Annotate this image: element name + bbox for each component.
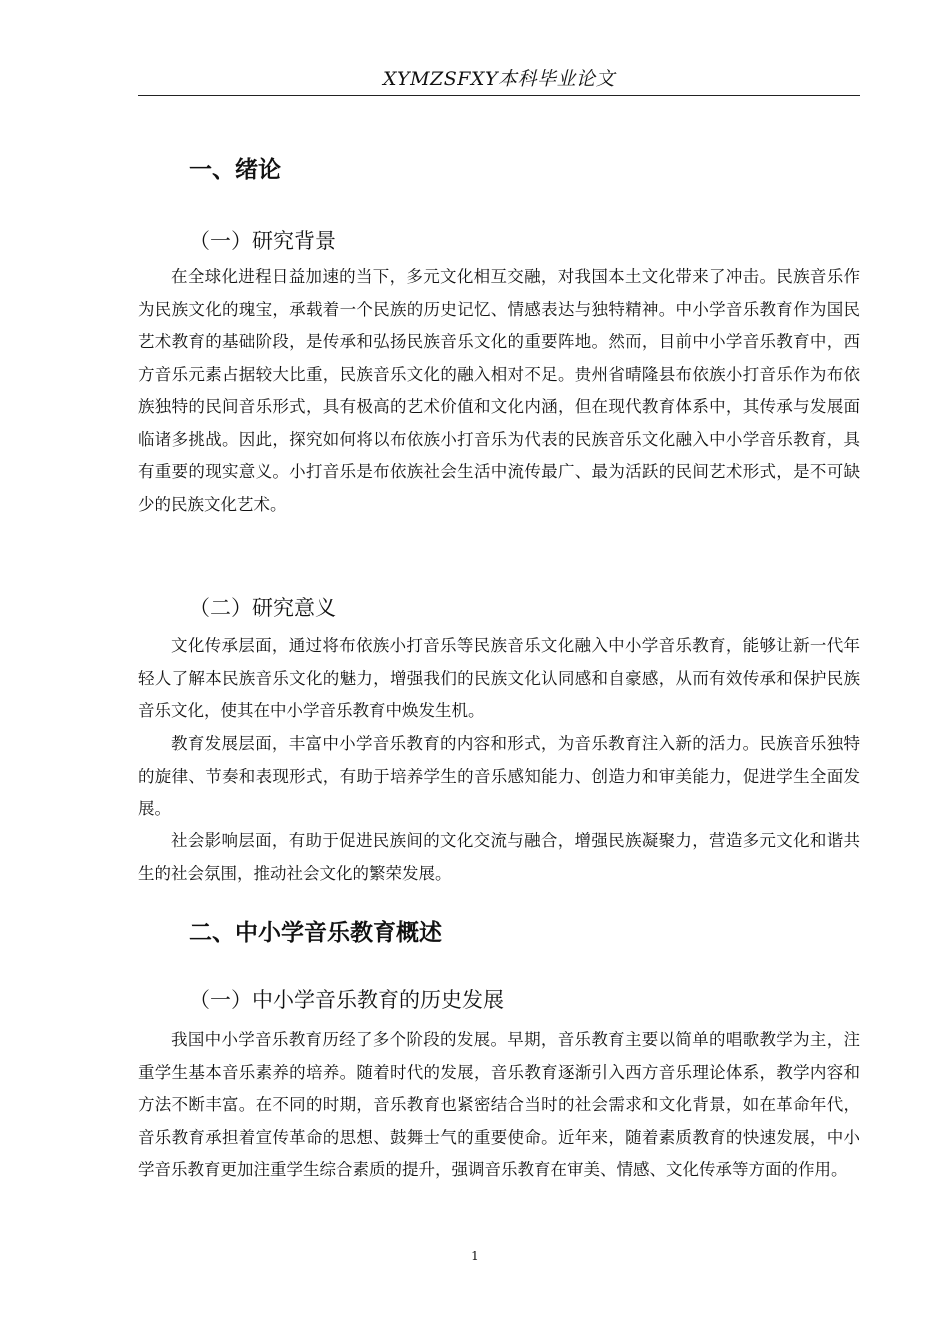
paragraph-social-impact: 社会影响层面，有助于促进民族间的文化交流与融合，增强民族凝聚力，营造多元文化和谐共生的社会氛围，推动社会文化的繁荣发展。 [138,831,860,883]
page-number: 1 [471,1249,479,1263]
paragraph-history: 我国中小学音乐教育历经了多个阶段的发展。早期，音乐教育主要以简单的唱歌教学为主，注重学生基本音乐素养的培养。随着时代的发展，音乐教育逐渐引入西方音乐理论体系，教学内容和方法不断丰富。在不同的时期，音乐教育也紧密结合当时的社会需求和文化背景，如在革命年代，音乐教育承担着宣传革命的思想、鼓舞士气的重要使命。近年来，随着素质教育的快速发展，中小学音乐教育更加注重学生综合素质的提升，强调音乐教育在审美、情感、文化传承等方面的作用。 [138,1030,860,1179]
subsection-heading-significance: （二）研究意义 [189,596,336,620]
paragraph-education-development: 教育发展层面，丰富中小学音乐教育的内容和形式，为音乐教育注入新的活力。民族音乐独特的旋律、节奏和表现形式，有助于培养学生的音乐感知能力、创造力和审美能力，促进学生全面发展。 [138,734,860,818]
section-heading-introduction: 一、绪论 [189,157,281,183]
paragraph-cultural-heritage: 文化传承层面，通过将布依族小打音乐等民族音乐文化融入中小学音乐教育，能够让新一代年轻人了解本民族音乐文化的魅力，增强我们的民族文化认同感和自豪感，从而有效传承和保护民族音乐文化，使其在中小学音乐教育中焕发生机。 [138,636,860,720]
paragraph-background: 在全球化进程日益加速的当下，多元文化相互交融，对我国本土文化带来了冲击。民族音乐作为民族文化的瑰宝，承载着一个民族的历史记忆、情感表达与独特精神。中小学音乐教育作为国民艺术教育的基础阶段，是传承和弘扬民族音乐文化的重要阵地。然而，目前中小学音乐教育中，西方音乐元素占据较大比重，民族音乐文化的融入相对不足。贵州省晴隆县布依族小打音乐作为布依族独特的民间音乐形式，具有极高的艺术价值和文化内涵，但在现代教育体系中，其传承与发展面临诸多挑战。因此，探究如何将以布依族小打音乐为代表的民族音乐文化融入中小学音乐教育，具有重要的现实意义。小打音乐是布依族社会生活中流传最广、最为活跃的民间艺术形式，是不可缺少的民族文化艺术。 [138,267,860,514]
subsection-heading-history: （一）中小学音乐教育的历史发展 [189,988,504,1012]
running-header: XYMZSFXY本科毕业论文 [383,68,615,90]
header-divider [138,95,860,96]
section-heading-music-education-overview: 二、中小学音乐教育概述 [189,920,442,946]
subsection-heading-background: （一）研究背景 [189,229,336,253]
